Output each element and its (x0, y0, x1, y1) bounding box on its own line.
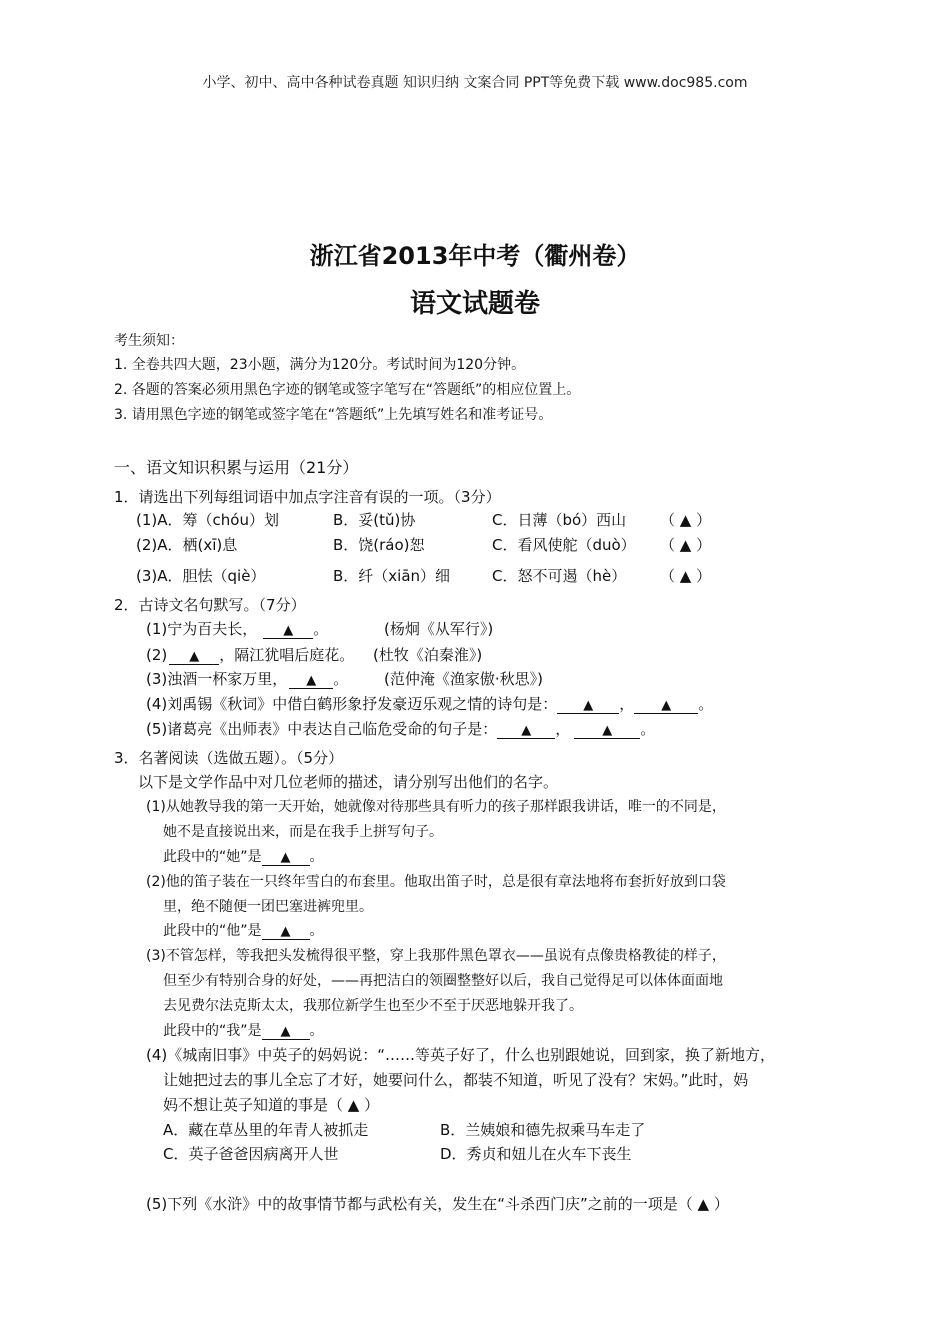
passage-line: (4)《城南旧事》中英子的妈妈说：“……等英子好了，什么也别跟她说，回到家，换了新地方， (146, 1046, 776, 1064)
notice-heading: 考生须知： (114, 333, 184, 349)
line-text: (1)宁为百夫长， (146, 620, 258, 638)
answer-line (163, 1020, 324, 1040)
answer-blank: （ ▲ ） (660, 536, 712, 554)
passage-line: 里，绝不随便一团巴塞进裤兜里。 (163, 899, 373, 915)
answer-blank: （ ▲ ） (660, 511, 712, 529)
recitation-line (146, 644, 354, 665)
line-text: (5)诸葛亮《出师表》中表达自己临危受命的句子是： (146, 720, 498, 738)
passage-line: 去见费尔法克斯太太，我那位新学生也至少不至于厌恶地躲开我了。 (163, 998, 583, 1014)
line-text: ，隔江犹唱后庭花。 (219, 646, 355, 664)
option-a: (2)A．栖(xī)息 (136, 536, 238, 554)
triangle-mark: ▲ (280, 924, 291, 939)
question-2-stem: 2．古诗文名句默写。（7分） (114, 596, 306, 614)
line-text: (4)刘禹锡《秋词》中借白鹤形象抒发豪迈乐观之情的诗句是： (146, 695, 558, 713)
line-punct: 。 (698, 695, 714, 713)
exam-subtitle: 语文试题卷 (409, 289, 540, 319)
fill-blank[interactable] (574, 722, 640, 739)
passage-line: (2)他的笛子装在一只终年雪白的布套里。他取出笛子时，总是很有章法地将布套折好放到口袋 (146, 874, 726, 890)
exam-title: 浙江省2013年中考（衢州卷） (309, 242, 641, 270)
recitation-line (146, 618, 328, 639)
line-text: (3)浊酒一杯家万里， (146, 670, 288, 688)
line-source: (范仲淹《渔家傲·秋思》) (384, 670, 543, 688)
passage-line: 让她把过去的事儿全忘了才好，她要问什么，都装不知道，听见了没有？宋妈。”此时，妈 (163, 1071, 749, 1089)
option-c: C．怒不可遏（hè） (492, 567, 627, 585)
line-punct: 。 (640, 720, 656, 738)
answer-prompt: 此段中的“她”是 (163, 849, 262, 865)
line-punct: 。 (309, 849, 324, 865)
answer-line (163, 846, 324, 866)
option-a: (1)A．筹（chóu）划 (136, 511, 279, 529)
fill-blank[interactable] (169, 648, 219, 665)
choice-option: B．兰姨娘和德先叔乘马车走了 (440, 1121, 646, 1139)
passage-line: 妈不想让英子知道的事是（ ▲ ） (163, 1096, 380, 1114)
triangle-mark: ▲ (306, 673, 317, 688)
option-a: (3)A．胆怯（qiè） (136, 567, 266, 585)
triangle-mark: ▲ (280, 850, 291, 865)
option-b: B．纤（xiān）细 (333, 567, 451, 585)
line-source: (杜牧《泊秦淮》) (373, 646, 483, 664)
line-punct: ， (619, 695, 635, 713)
recitation-line (146, 693, 713, 714)
triangle-mark: ▲ (189, 649, 200, 664)
option-c: C．日薄（bó）西山 (492, 511, 627, 529)
passage-line: (1)从她教导我的第一天开始，她就像对待那些具有听力的孩子那样跟我讲话，唯一的不同是， (146, 799, 726, 815)
line-punct: ， (555, 720, 571, 738)
fill-blank[interactable] (263, 622, 313, 639)
line-punct: 。 (313, 620, 329, 638)
choice-option: A．藏在草丛里的年青人被抓走 (163, 1121, 369, 1139)
passage-line: (5)下列《水浒》中的故事情节都与武松有关，发生在“斗杀西门庆”之前的一项是（ ▲ ） (146, 1195, 729, 1213)
option-b: B．饶(ráo)恕 (333, 536, 425, 554)
passage-line: 但至少有特别合身的好处，——再把洁白的领圈整整好以后，我自己觉得足可以体体面面地 (163, 973, 723, 989)
notice-item: 3. 请用黑色字迹的钢笔或签字笔在“答题纸”上先填写姓名和准考证号。 (114, 407, 553, 423)
question-3-intro: 以下是文学作品中对几位老师的描述，请分别写出他们的名字。 (138, 773, 559, 791)
fill-blank[interactable] (262, 1024, 310, 1040)
line-source: (杨炯《从军行》) (384, 620, 494, 638)
fill-blank[interactable] (497, 722, 555, 739)
notice-item: 2. 各题的答案必须用黑色字迹的钢笔或签字笔写在“答题纸”的相应位置上。 (114, 382, 581, 398)
question-3-stem: 3．名著阅读（选做五题）。（5分） (114, 749, 344, 767)
fill-blank[interactable] (262, 924, 310, 940)
fill-blank[interactable] (262, 850, 310, 866)
question-1-stem: 1．请选出下列每组词语中加点字注音有误的一项。（3分） (114, 488, 501, 506)
line-text: (2) (146, 646, 168, 664)
passage-line: (3)不管怎样，等我把头发梳得很平整，穿上我那件黑色罩衣——虽说有点像贵格教徒的样子， (146, 948, 726, 964)
line-punct: 。 (333, 670, 349, 688)
choice-option: C．英子爸爸因病离开人世 (163, 1145, 339, 1163)
recitation-line (146, 668, 348, 689)
choice-option: D．秀贞和妞儿在火车下丧生 (440, 1145, 632, 1163)
triangle-mark: ▲ (583, 698, 594, 713)
fill-blank[interactable] (634, 697, 698, 714)
answer-line (163, 920, 324, 940)
fill-blank[interactable] (557, 697, 619, 714)
option-c: C．看风使舵（duò） (492, 536, 636, 554)
answer-prompt: 此段中的“我”是 (163, 1023, 262, 1039)
option-b: B．妥(tǔ)协 (333, 511, 416, 529)
page-header: 小学、初中、高中各种试卷真题 知识归纳 文案合同 PPT等免费下载 www.doc985.com (202, 75, 748, 91)
recitation-line (146, 718, 655, 739)
line-punct: 。 (309, 923, 324, 939)
passage-line: 她不是直接说出来，而是在我手上拼写句子。 (163, 824, 443, 840)
answer-prompt: 此段中的“他”是 (163, 923, 262, 939)
triangle-mark: ▲ (602, 723, 613, 738)
triangle-mark: ▲ (280, 1024, 291, 1039)
section-heading: 一、语文知识积累与运用（21分） (114, 458, 359, 477)
answer-blank: （ ▲ ） (660, 567, 712, 585)
notice-item: 1. 全卷共四大题，23小题，满分为120分。考试时间为120分钟。 (114, 357, 526, 373)
triangle-mark: ▲ (661, 698, 672, 713)
triangle-mark: ▲ (283, 623, 294, 638)
line-punct: 。 (309, 1023, 324, 1039)
fill-blank[interactable] (289, 672, 333, 689)
triangle-mark: ▲ (521, 723, 532, 738)
